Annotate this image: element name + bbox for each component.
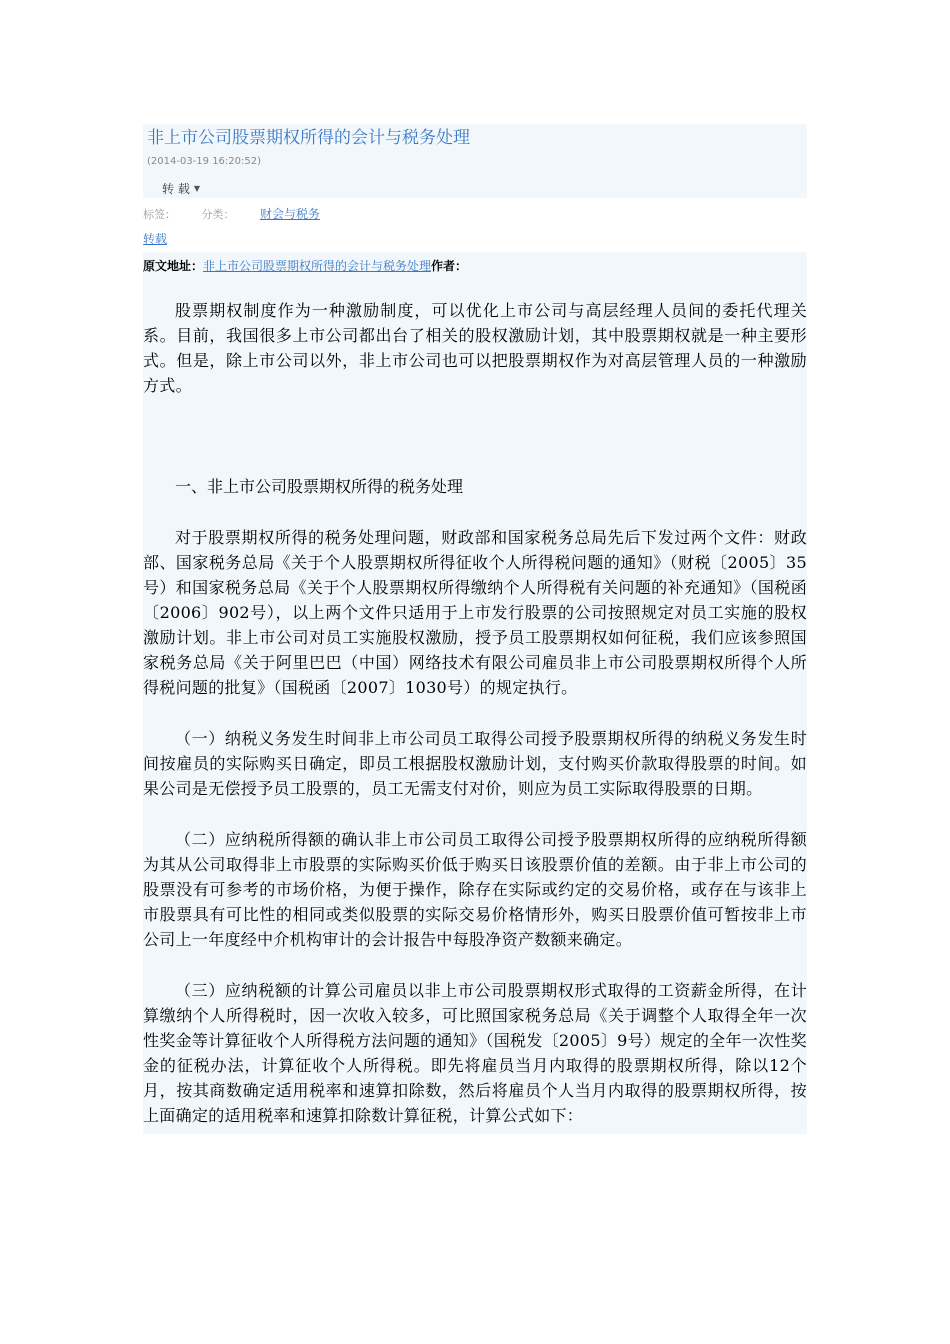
repost-button-label: 转 载 — [162, 182, 190, 196]
intro-paragraph: 股票期权制度作为一种激励制度，可以优化上市公司与高层经理人员间的委托代理关系。目前，我国很多上市公司都出台了相关的股权激励计划，其中股票期权就是一种主要形式。但是，除上市公司以外，非上市公司也可以把股票期权作为对高层管理人员的一种激励方式。 — [143, 301, 807, 395]
repost-link-row — [143, 230, 807, 248]
tags-label: 标签： — [143, 208, 176, 221]
paragraph-1: 对于股票期权所得的税务处理问题，财政部和国家税务总局先后下发过两个文件：财政部、国家税务总局《关于个人股票期权所得征收个人所得税问题的通知》（财税〔2005〕35号）和国家税务总局《关于个人股票期权所得缴纳个人所得税有关问题的补充通知》（国税函〔2006〕902号），以上两个文件只适用于上市发行股票的公司按照规定对员工实施的股权激励计划。非上市公司对员工实施股权激励，授予员工股票期权如何征税，我们应该参照国家税务总局《关于阿里巴巴（中国）网络技术有限公司雇员非上市公司股票期权所得个人所得税问题的批复》（国税函〔2007〕1030号）的规定执行。 — [143, 528, 807, 697]
repost-link[interactable]: 转载 — [143, 232, 168, 246]
category-label: 分类： — [201, 208, 235, 221]
origin-link[interactable]: 非上市公司股票期权所得的会计与税务处理 — [203, 259, 432, 273]
origin-line — [143, 256, 807, 276]
caret-down-icon: ▼ — [193, 184, 200, 193]
article-date: (2014-03-19 16:20:52) — [147, 156, 262, 167]
meta-row — [143, 204, 807, 224]
section-heading: 一、非上市公司股票期权所得的税务处理 — [175, 477, 464, 496]
paragraph-2: （一）纳税义务发生时间非上市公司员工取得公司授予股票期权所得的纳税义务发生时间按雇员的实际购买日确定，即员工根据股权激励计划，支付购买价款取得股票的时间。如果公司是无偿授予员工股票的，员工无需支付对价，则应为员工实际取得股票的日期。 — [143, 729, 807, 798]
paragraph-4: （三）应纳税额的计算公司雇员以非上市公司股票期权形式取得的工资薪金所得，在计算缴纳个人所得税时，因一次收入较多，可比照国家税务总局《关于调整个人取得全年一次性奖金等计算征收个人所得税方法问题的通知》（国税发〔2005〕9号）规定的全年一次性奖金的征税办法，计算征收个人所得税。即先将雇员当月内取得的股票期权所得，除以12个月，按其商数确定适用税率和速算扣除数，然后将雇员个人当月内取得的股票期权所得，按上面确定的适用税率和速算扣除数计算征税，计算公式如下： — [143, 981, 807, 1125]
article-title: 非上市公司股票期权所得的会计与税务处理 — [147, 128, 470, 148]
article-body — [143, 252, 807, 1134]
article-page — [143, 124, 807, 1134]
author-label: 作者： — [431, 259, 468, 273]
category-link[interactable]: 财会与税务 — [260, 207, 321, 221]
article-header — [143, 124, 807, 198]
repost-button[interactable] — [162, 180, 200, 197]
origin-label: 原文地址： — [143, 259, 204, 273]
paragraph-3: （二）应纳税所得额的确认非上市公司员工取得公司授予股票期权所得的应纳税所得额为其从公司取得非上市股票的实际购买价低于购买日该股票价值的差额。由于非上市公司的股票没有可参考的市场价格，为便于操作，除存在实际或约定的交易价格，或存在与该非上市股票具有可比性的相同或类似股票的实际交易价格情形外，购买日股票价值可暂按非上市公司上一年度经中介机构审计的会计报告中每股净资产数额来确定。 — [143, 830, 807, 949]
